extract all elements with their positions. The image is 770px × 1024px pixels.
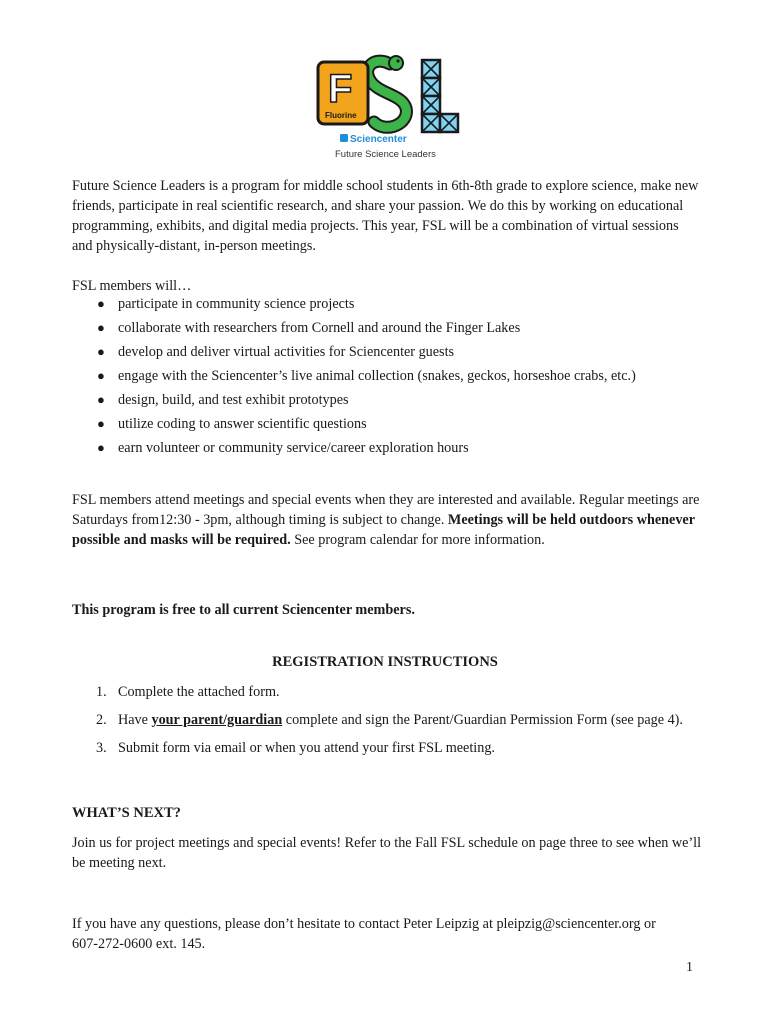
list-item: ● develop and deliver virtual activities for Sciencenter guests xyxy=(97,344,455,360)
intro-lead: Future Science Leaders xyxy=(72,178,206,194)
list-item: ● earn volunteer or community service/career exploration hours xyxy=(97,440,469,456)
fsl-logo xyxy=(316,50,466,162)
tile-letter: F xyxy=(328,67,353,111)
bullet-icon: ● xyxy=(97,392,105,407)
intro-paragraph xyxy=(72,176,702,256)
bullet-icon: ● xyxy=(97,368,105,383)
page-number: 1 xyxy=(686,960,693,975)
whats-next-heading: WHAT’S NEXT? xyxy=(72,805,181,821)
step-item: 2. Have your parent/guardian complete and sign the Parent/Guardian Permission Form (see page 4). xyxy=(96,712,683,728)
list-item: ● participate in community science projects xyxy=(97,296,355,312)
logo-tagline: Future Science Leaders xyxy=(335,149,436,160)
bullet-icon: ● xyxy=(97,416,105,431)
bullet-icon: ● xyxy=(97,440,105,455)
list-item: ● engage with the Sciencenter’s live animal collection (snakes, geckos, horseshoe crabs, etc.) xyxy=(97,368,636,384)
contact-paragraph: If you have any questions, please don’t hesitate to contact Peter Leipzig at pleipzig@sciencenter.org or 607-272-0600 ext. 145. xyxy=(72,916,656,952)
members-intro: FSL members will… xyxy=(72,278,192,294)
free-program-note: This program is free to all current Sciencenter members. xyxy=(72,602,415,618)
bullet-icon: ● xyxy=(97,320,105,335)
intro-text: is a program for middle school students in 6th-8th grade to explore science, make new friends, participate in real scientific research, and share your passion. We do this by working on educational programming, exhibits, and digital media projects. This year, FSL will be a combination of virtual sessions and physically-distant, in-person meetings. xyxy=(72,178,699,254)
sciencenter-mark-icon xyxy=(340,134,348,142)
list-item: ● collaborate with researchers from Cornell and around the Finger Lakes xyxy=(97,320,521,336)
registration-heading: REGISTRATION INSTRUCTIONS xyxy=(272,654,498,670)
meetings-bold-note: Meetings will be held outdoors whenever possible and masks will be required. xyxy=(72,512,695,548)
step-item: 1. Complete the attached form. xyxy=(96,684,280,700)
registration-steps xyxy=(72,682,712,766)
list-item: ● design, build, and test exhibit prototypes xyxy=(97,392,349,408)
bullet-icon: ● xyxy=(97,296,105,311)
bullet-icon: ● xyxy=(97,344,105,359)
parent-guardian-emphasis: your parent/guardian xyxy=(151,712,283,728)
logo-org-name: Sciencenter xyxy=(350,134,407,145)
step-item: 3. Submit form via email or when you attend your first FSL meeting. xyxy=(96,740,495,756)
tile-element-name: Fluorine xyxy=(325,111,357,120)
members-list xyxy=(72,294,712,462)
list-item: ● utilize coding to answer scientific questions xyxy=(97,416,367,432)
whats-next-text: Join us for project meetings and special events! Refer to the Fall FSL schedule on page three to see when we’ll be meeting next. xyxy=(72,835,702,871)
meetings-paragraph: FSL members attend meetings and special events when they are interested and available. Regular meetings are Saturdays from12:30 - 3pm, although timing is subject to change. Meetings will be held outdoors whenever possible and masks will be required. See program calendar for more information. xyxy=(72,492,700,548)
